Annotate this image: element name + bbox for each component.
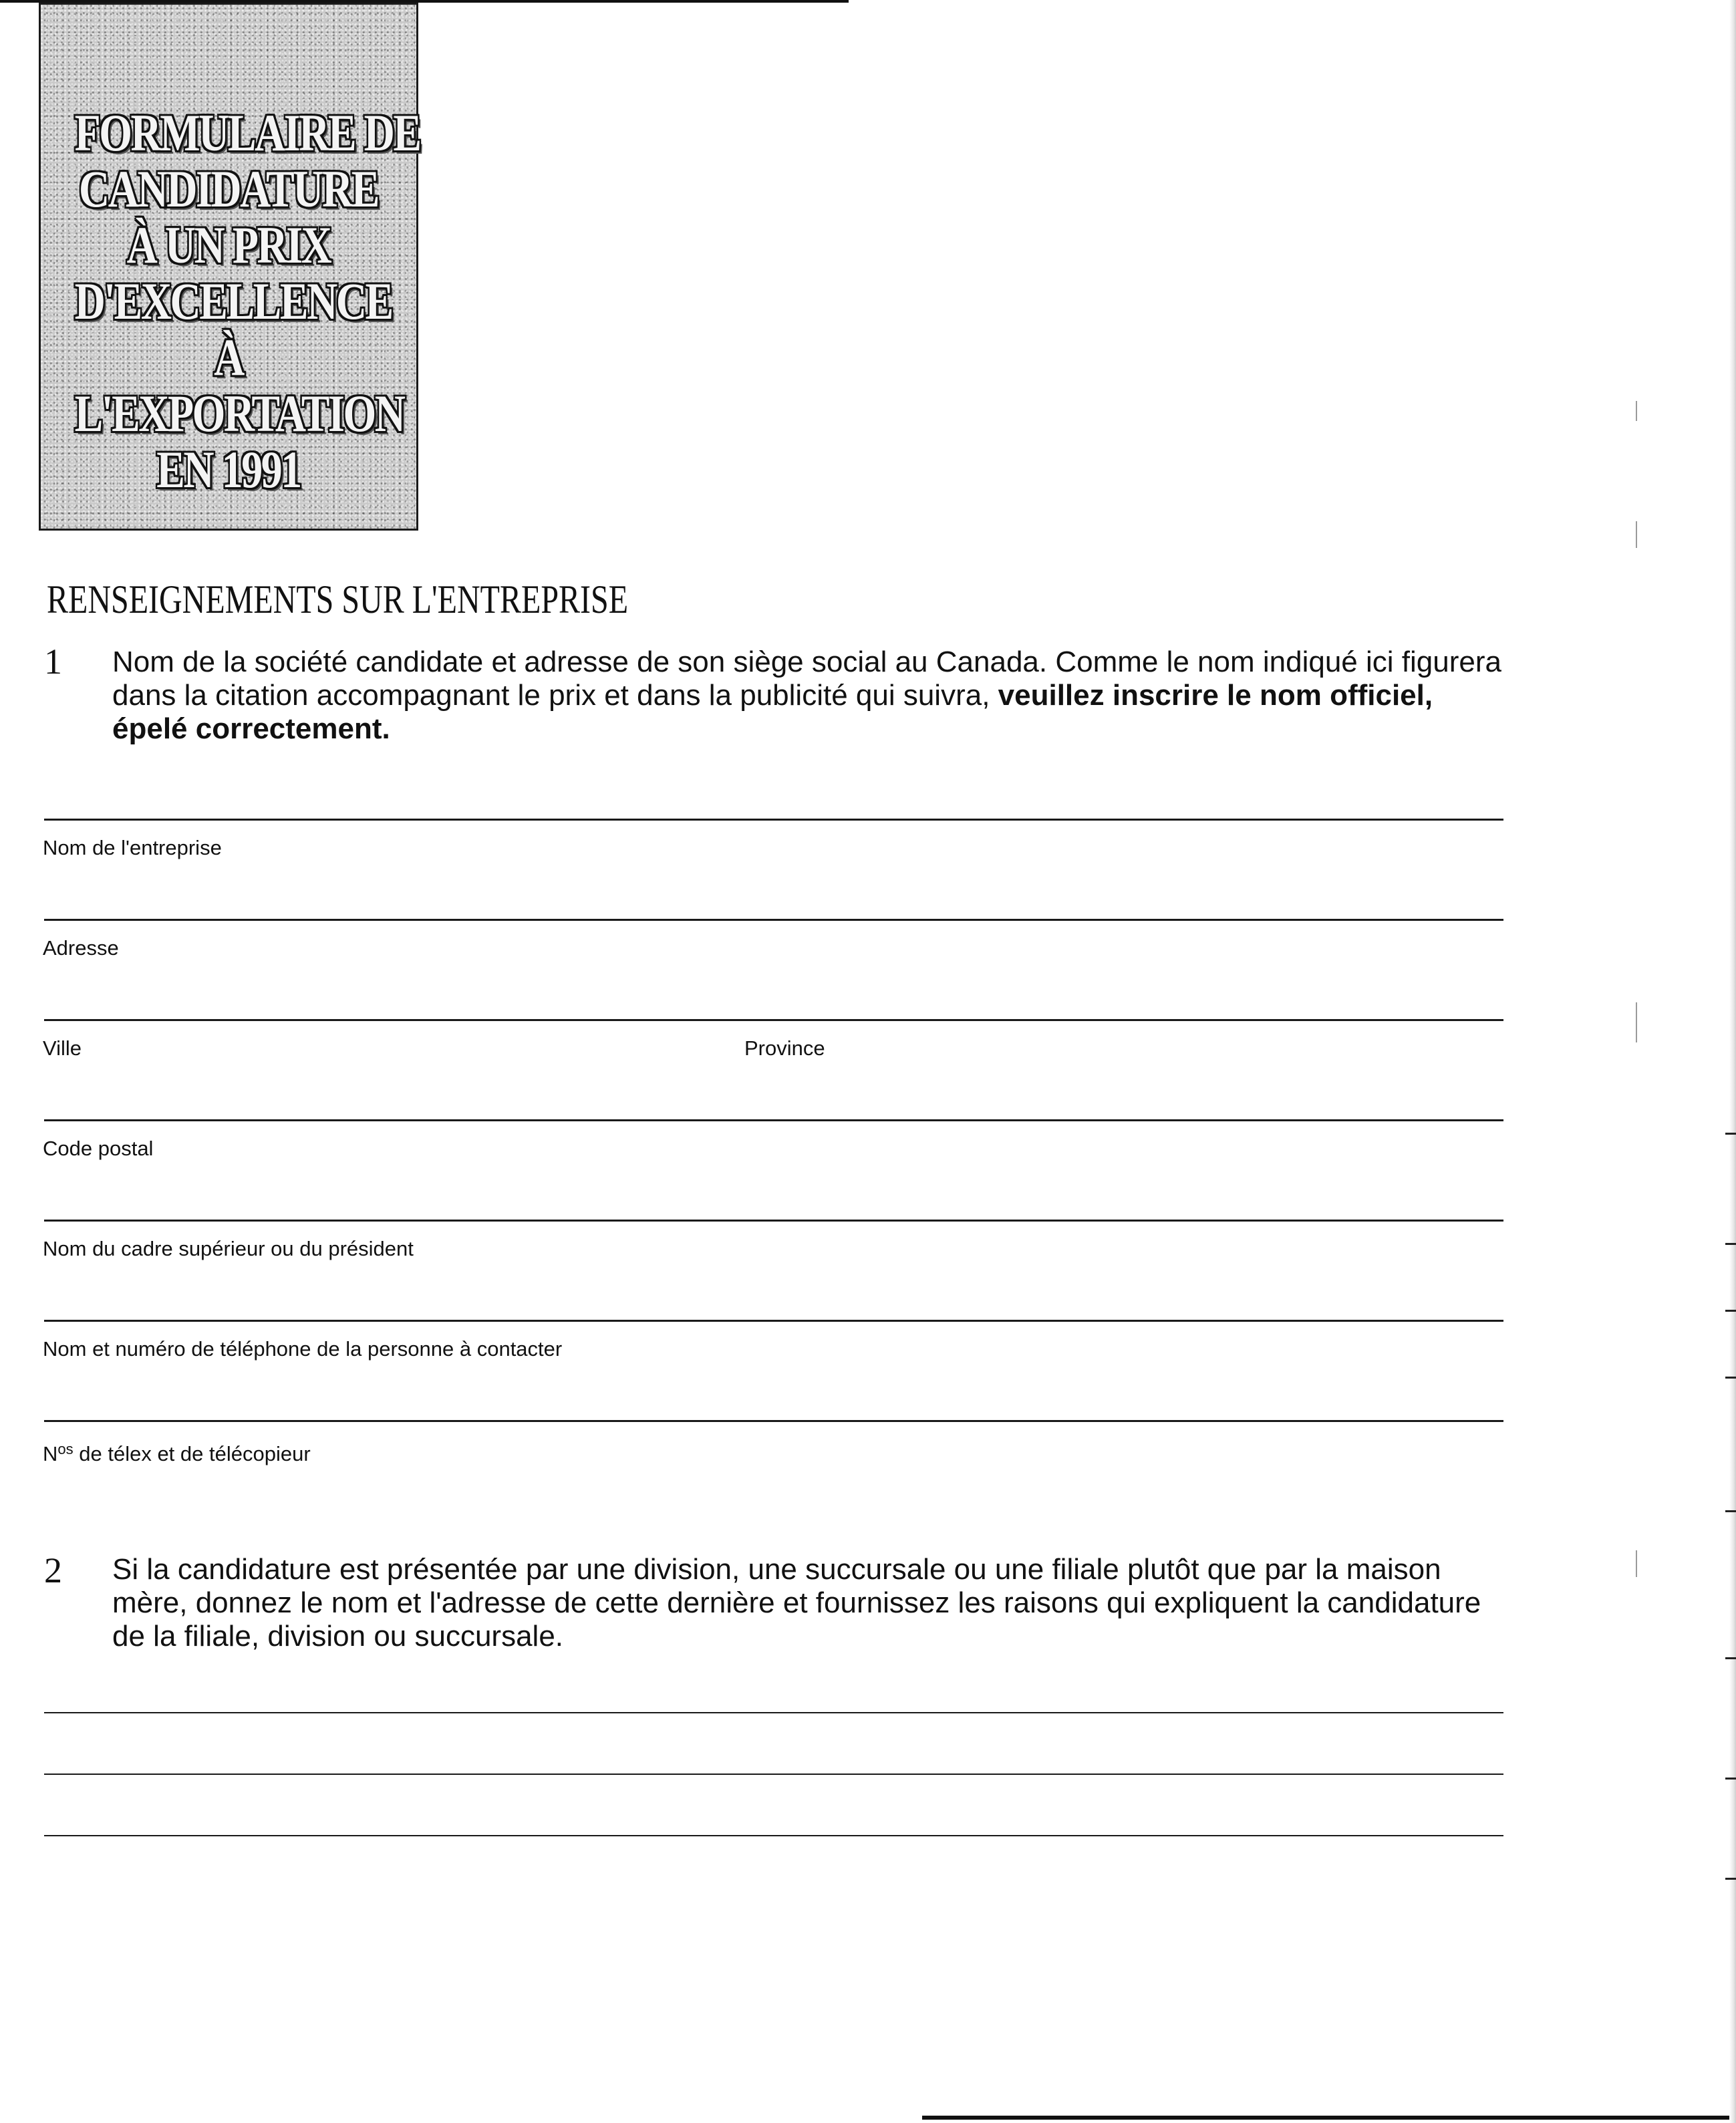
postal-code-line [44,1119,1503,1121]
telex-superscript: os [57,1441,74,1457]
address-label: Adresse [43,936,119,960]
answer-line-3-input[interactable] [44,1778,1503,1834]
address-line [44,919,1503,921]
executive-name-input[interactable] [44,1146,1503,1220]
question-1-number: 1 [44,642,62,682]
executive-name-line [44,1220,1503,1222]
title-line: À UN PRIX [126,216,331,274]
edge-tick [1725,1377,1736,1379]
telex-prefix: N [43,1442,58,1465]
answer-line-1 [44,1712,1503,1713]
city-label: Ville [43,1036,82,1060]
edge-tick [1725,1310,1736,1312]
contact-input[interactable] [44,1246,1503,1320]
question-1-text [112,646,1515,746]
answer-line-2 [44,1774,1503,1775]
telex-fax-label [43,1437,311,1466]
question-2-text: Si la candidature est présentée par une division, une succursale ou une filiale plutôt que par la maison mère, donnez le nom et l'adresse de cette dernière et fournissez les raisons qui expliquent la candidature de la filiale, division ou succursale. [112,1553,1481,1653]
form-title-block [39,3,418,531]
question-1-emphasis: veuillez inscrire le nom officiel, épelé correctement. [112,679,1433,745]
edge-tick [1725,1510,1736,1512]
scan-mark [1636,1550,1637,1577]
company-name-line [44,819,1503,821]
postal-code-input[interactable] [44,1046,1503,1119]
section-heading: RENSEIGNEMENTS SUR L'ENTREPRISE [47,577,629,621]
edge-tick [1725,1133,1736,1135]
page-bottom-border [922,2116,1736,2120]
title-line: À [214,328,243,386]
answer-line-1-input[interactable] [44,1644,1503,1711]
answer-line-2-input[interactable] [44,1716,1503,1772]
title-line: CANDIDATURE [79,160,378,218]
province-input[interactable] [742,946,1503,1019]
contact-line [44,1320,1503,1322]
title-line: D'EXCELLENCE [74,272,392,330]
title-line: FORMULAIRE DE [74,104,420,162]
title-line: L'EXPORTATION [74,384,404,442]
scan-mark [1636,401,1637,421]
scan-mark [1636,521,1637,548]
telex-fax-input[interactable] [44,1347,1503,1420]
edge-tick [1725,1243,1736,1245]
telex-rest: de télex et de télécopieur [73,1442,311,1465]
scan-right-edge [1729,0,1736,2123]
address-input[interactable] [44,845,1503,919]
question-2-number: 2 [44,1550,62,1590]
postal-code-label: Code postal [43,1137,154,1160]
city-input[interactable] [44,946,739,1019]
question-1-body: Nom de la société candidate et adresse de son siège social au Canada. Comme le nom indiqué ici figurera dans la citation accompagnant le prix et dans la publicité qui suivra, [112,646,1501,712]
edge-tick [1725,1878,1736,1880]
form-title [41,104,420,499]
company-name-input[interactable] [44,745,1503,819]
scan-mark [1636,1002,1637,1042]
edge-tick [1725,1778,1736,1780]
province-label: Province [744,1036,825,1060]
edge-tick [1725,1657,1736,1659]
telex-fax-line [44,1420,1503,1422]
answer-line-3 [44,1835,1503,1836]
executive-name-label: Nom du cadre supérieur ou du président [43,1237,414,1260]
city-province-line [44,1019,1503,1021]
company-name-label: Nom de l'entreprise [43,836,222,859]
title-line: EN 1991 [156,440,301,499]
contact-label: Nom et numéro de téléphone de la personne à contacter [43,1337,563,1361]
